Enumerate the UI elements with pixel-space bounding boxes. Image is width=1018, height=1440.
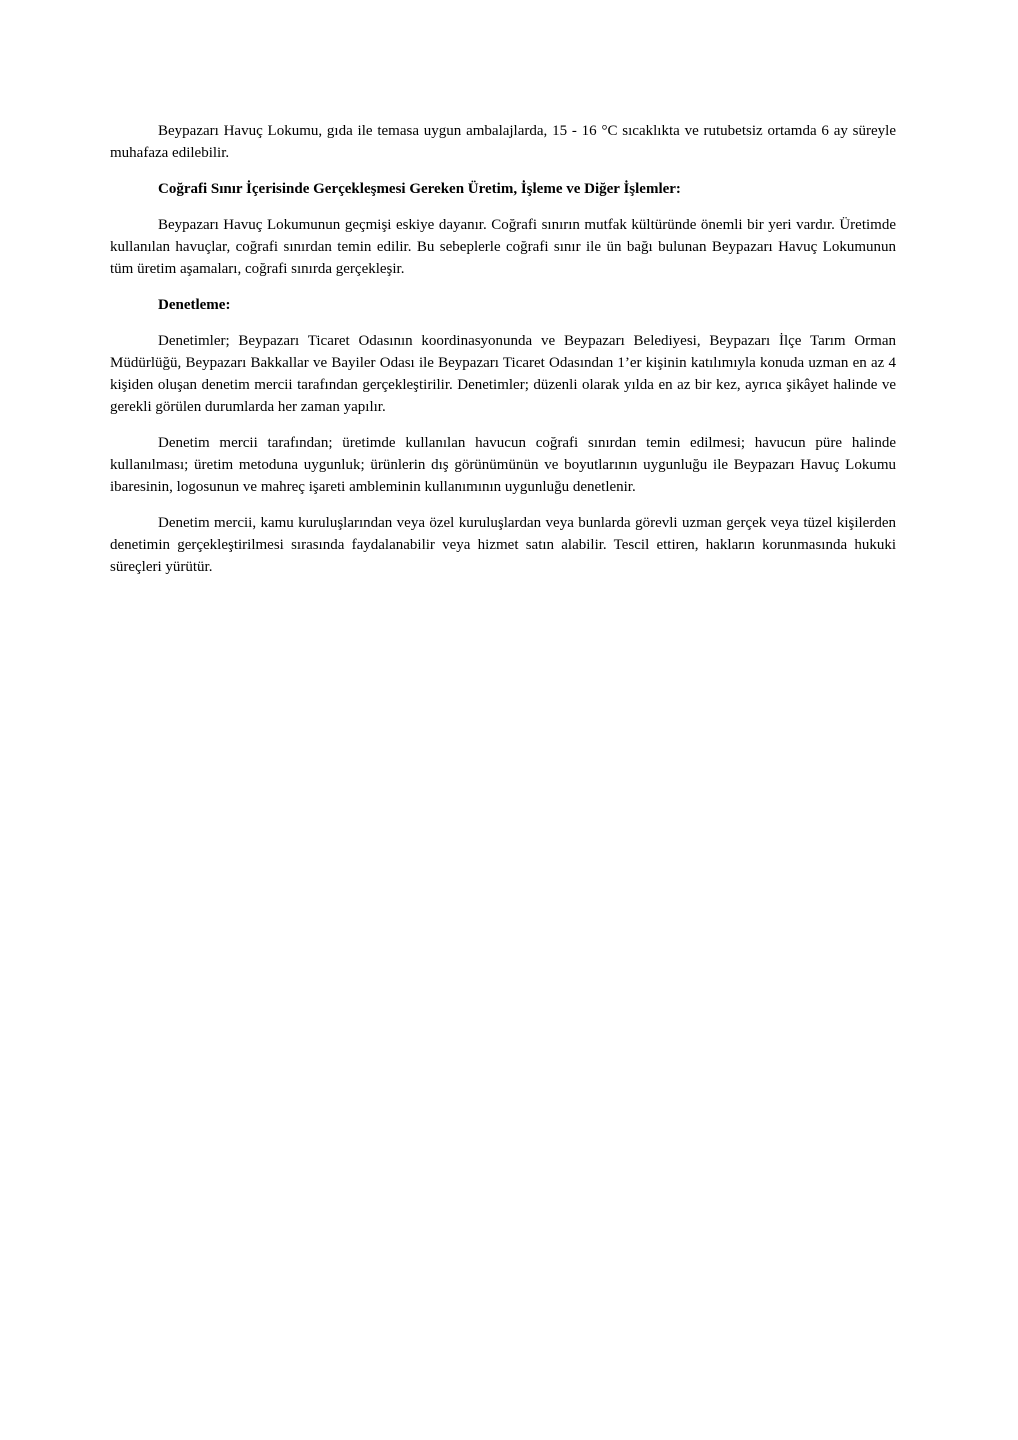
production-paragraph: Beypazarı Havuç Lokumunun geçmişi eskiye dayanır. Coğrafi sınırın mutfak kültüründe önemli bir yeri vardır. Üretimde kullanılan havuçlar, coğrafi sınırdan temin edilir. Bu sebeplerle coğrafi sınır ile ün bağı bulunan Beypazarı Havuç Lokumunun tüm üretim aşamaları, coğrafi sınırda gerçekleşir.	[110, 217, 896, 277]
inspection-heading: Denetleme:	[158, 297, 231, 313]
document-body	[110, 120, 896, 592]
production-heading: Coğrafi Sınır İçerisinde Gerçekleşmesi Gereken Üretim, İşleme ve Diğer İşlemler:	[158, 181, 681, 197]
inspection-paragraph-3: Denetim mercii, kamu kuruluşlarından veya özel kuruluşlardan veya bunlarda görevli uzman gerçek veya tüzel kişilerden denetimin gerçekleştirilmesi sırasında faydalanabilir veya hizmet satın alabilir. Tescil ettiren, hakların korunmasında hukuki süreçleri yürütür.	[110, 515, 896, 575]
inspection-paragraph-1: Denetimler; Beypazarı Ticaret Odasının koordinasyonunda ve Beypazarı Belediyesi, Beypazarı İlçe Tarım Orman Müdürlüğü, Beypazarı Bakkallar ve Bayiler Odası ile Beypazarı Ticaret Odasından 1’er kişinin katılımıyla konuda uzman en az 4 kişiden oluşan denetim mercii tarafından gerçekleştirilir. Denetimler; düzenli olarak yılda en az bir kez, ayrıca şikâyet halinde ve gerekli görülen durumlarda her zaman yapılır.	[110, 333, 896, 415]
inspection-paragraph-2: Denetim mercii tarafından; üretimde kullanılan havucun coğrafi sınırdan temin edilmesi; havucun püre halinde kullanılması; üretim metoduna uygunluk; ürünlerin dış görünümünün ve boyutlarının uygunluğu ile Beypazarı Havuç Lokumu ibaresinin, logosunun ve mahreç işareti ambleminin kullanımının uygunluğu denetlenir.	[110, 435, 896, 495]
storage-paragraph: Beypazarı Havuç Lokumu, gıda ile temasa uygun ambalajlarda, 15 - 16 °C sıcaklıkta ve rutubetsiz ortamda 6 ay süreyle muhafaza edilebilir.	[110, 123, 896, 161]
